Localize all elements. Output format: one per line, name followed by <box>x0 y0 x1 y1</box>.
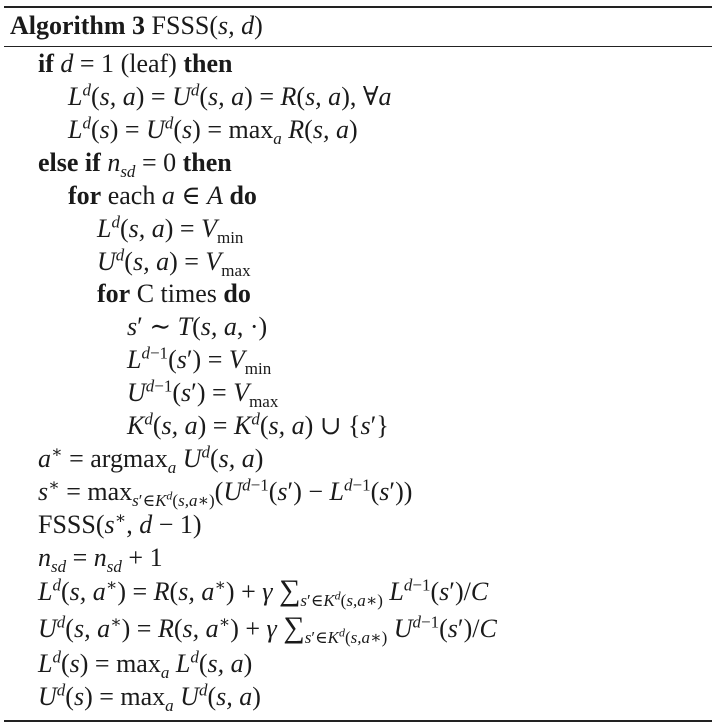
line-update-lower-sa: $L^d(s$, a∗) = R(s, a∗) + γ $\sum_{s'\in K^d(s,a∗)}$ $L^{d-1}(s')/C$ <box>38 574 489 610</box>
line-increment-count: $n_{sd} = n_{sd} + 1$ <box>38 543 163 576</box>
keyword-do: do <box>223 279 251 308</box>
keyword-else-if: else if <box>38 148 101 177</box>
line-for-each-action: for each a ∈ A do <box>68 181 257 210</box>
line-sample-next-state: s′ ∼ T(s, a, ·) <box>127 312 268 341</box>
keyword-for: for <box>97 279 131 308</box>
line-for-c-times: for C times do <box>97 279 251 308</box>
line-if-leaf: if d = 1 (leaf) then <box>38 49 233 78</box>
line-select-next-state: $s^∗ = \max_{s'\in K^d(s,a∗)}(U^{d-1}(s') - L^{d-1}(s'))$ <box>38 475 413 510</box>
keyword-do: do <box>229 181 257 210</box>
line-init-lower: $L^d(s$, $a) = V_{min}$ <box>97 212 244 247</box>
top-rule <box>4 6 712 8</box>
line-argmax-action: a∗ = argmax$_a$ $U^d(s$, a) <box>38 442 264 477</box>
line-leaf-bounds-s: $L^d(s) = U^d(s) = \max_a R(s$, a) <box>68 113 358 148</box>
line-recursive-call: FSSS(s∗, d − 1) <box>38 508 202 539</box>
line-else-if: else if $n_{sd} = 0$ then <box>38 148 232 181</box>
algorithm-close: ) <box>254 11 263 40</box>
line-init-upper: $U^d(s$, $a) = V_{max}$ <box>97 245 251 280</box>
line-update-lower-s: $L^d(s) = \max_a L^d(s$, a) <box>38 647 253 682</box>
keyword-for: for <box>68 181 102 210</box>
line-update-upper-s: $U^d(s) = \max_a U^d(s$, a) <box>38 680 261 715</box>
keyword-then: then <box>182 148 232 177</box>
algorithm-caption <box>10 9 263 43</box>
line-init-next-upper: $U^{d-1}(s') = V_{max}$ <box>127 376 279 411</box>
line-init-next-lower: $L^{d-1}(s') = V_{min}$ <box>127 343 272 378</box>
leaf-note: (leaf) <box>114 49 184 78</box>
keyword-then: then <box>183 49 233 78</box>
algorithm-label: Algorithm 3 <box>10 11 146 40</box>
algorithm-name: FSSS( <box>151 11 219 40</box>
line-update-upper-sa: $U^d(s$, a∗) = R(s, a∗) + γ $\sum_{s'\in K^d(s,a∗)}$ $U^{d-1}(s')/C$ <box>38 611 497 647</box>
line-leaf-bounds-sa: $L^d(s$, $a) = U^d(s$, a) = R(s, a), ∀a <box>68 80 392 111</box>
line-add-to-k: $K^d(s$, $a) = K^d(s$, a) ∪ {s′} <box>127 409 389 440</box>
keyword-if: if <box>38 49 54 78</box>
bottom-rule <box>4 720 712 722</box>
caption-rule <box>4 46 712 47</box>
algorithm-args: s, d <box>218 11 255 40</box>
